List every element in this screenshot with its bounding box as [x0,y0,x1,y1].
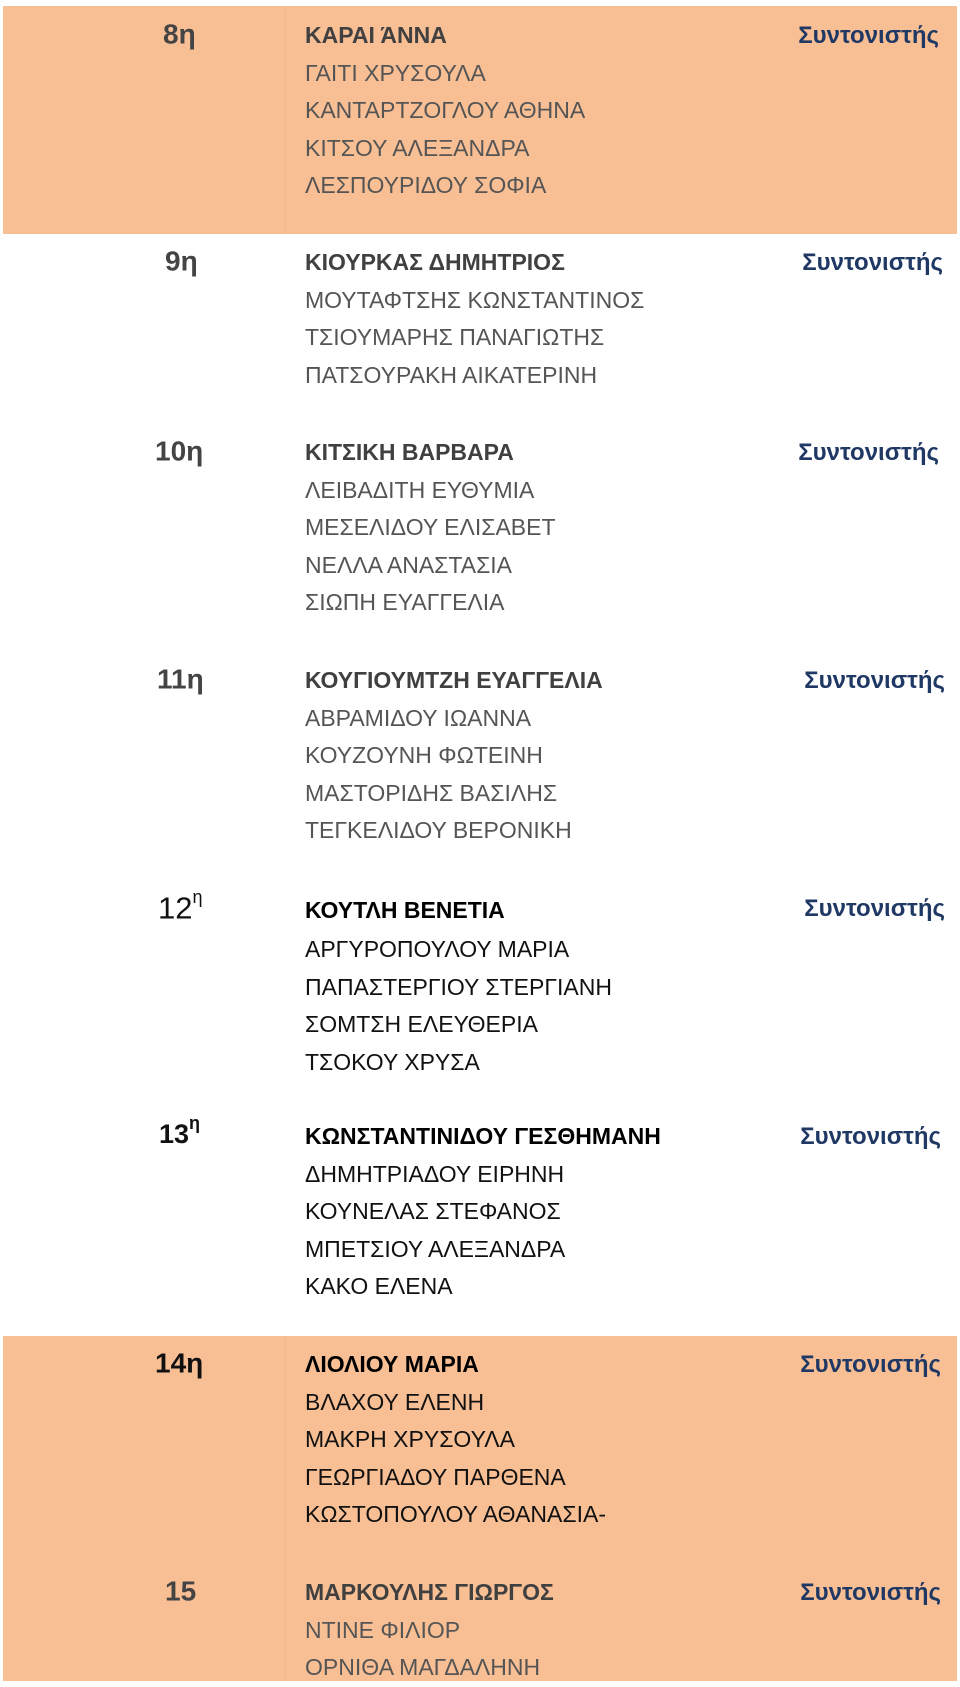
member-list [305,1574,554,1687]
member-name: ΣΙΩΠΗ ΕΥΑΓΓΕΛΙΑ [305,589,505,615]
member-name: ΑΡΓΥΡΟΠΟΥΛΟΥ ΜΑΡΙΑ [305,936,570,962]
member-name: ΜΑΚΡΗ ΧΡΥΣΟΥΛΑ [305,1426,515,1452]
coordinator-name: ΛΙΟΛΙΟΥ ΜΑΡΙΑ [305,1351,479,1377]
team-group-14 [3,1336,957,1564]
member-name: ΤΣΙΟΥΜΑΡΗΣ ΠΑΝΑΓΙΩΤΗΣ [305,324,605,350]
member-list [305,434,556,622]
member-name: ΝΕΛΛΑ ΑΝΑΣΤΑΣΙΑ [305,551,513,578]
member-name: ΜΠΕΤΣΙΟΥ ΑΛΕΞΑΝΔΡΑ [305,1235,566,1262]
team-number: 15 [165,1575,197,1607]
coordinator-name: ΚΩΝΣΤΑΝΤΙΝΙΔΟΥ ΓΕΣΘΗΜΑΝΗ [305,1123,661,1149]
member-name: ΜΟΥΤΑΦΤΣΗΣ ΚΩΝΣΤΑΝΤΙΝΟΣ [305,286,645,313]
member-name: ΜΑΣΤΟΡΙΔΗΣ ΒΑΣΙΛΗΣ [305,779,558,806]
member-name: ΛΕΙΒΑΔΙΤΗ ΕΥΘΥΜΙΑ [305,476,535,503]
team-number: 9η [165,245,198,277]
member-list [305,244,644,394]
role-label: Συντονιστής [800,1579,941,1606]
coordinator-name: ΚΟΥΓΙΟΥΜΤΖΗ ΕΥΑΓΓΕΛΙΑ [305,667,603,693]
role-label: Συντονιστής [798,22,939,49]
member-name: ΓΕΩΡΓΙΑΔΟΥ ΠΑΡΘΕΝΑ [305,1463,566,1490]
team-group-15 [3,1564,957,1681]
member-list [305,17,585,205]
member-name: ΚΟΥΝΕΛΑΣ ΣΤΕΦΑΝΟΣ [305,1198,561,1224]
team-group-13 [3,1108,957,1336]
member-name: ΑΒΡΑΜΙΔΟΥ ΙΩΑΝΝΑ [305,704,532,731]
member-name: ΓΑΙΤΙ ΧΡΥΣΟΥΛΑ [305,59,486,86]
coordinator-name: ΚΙΟΥΡΚΑΣ ΔΗΜΗΤΡΙΟΣ [305,249,565,275]
member-name: ΝΤΙΝΕ ΦΙΛΙΟΡ [305,1616,461,1643]
team-number: 8η [163,18,196,50]
role-label: Συντονιστής [804,895,945,922]
member-name: ΤΕΓΚΕΛΙΔΟΥ ΒΕΡΟΝΙΚΗ [305,817,572,843]
member-name: ΛΕΣΠΟΥΡΙΔΟΥ ΣΟΦΙΑ [305,172,547,198]
role-label: Συντονιστής [800,1123,941,1150]
coordinator-name: ΚΟΥΤΛΗ ΒΕΝΕΤΙΑ [305,897,505,923]
coordinator-name: ΜΑΡΚΟΥΛΗΣ ΓΙΩΡΓΟΣ [305,1579,554,1605]
role-label: Συντονιστής [798,439,939,466]
role-label: Συντονιστής [800,1351,941,1378]
team-number: 14η [155,1347,204,1379]
member-name: ΣΟΜΤΣΗ ΕΛΕΥΘΕΡΙΑ [305,1011,538,1037]
member-name: ΠΑΠΑΣΤΕΡΓΙΟΥ ΣΤΕΡΓΙΑΝΗ [305,973,612,1000]
column-divider [285,6,286,234]
member-name: ΚΑΝΤΑΡΤΖΟΓΛΟΥ ΑΘΗΝΑ [305,97,586,123]
team-group-8 [3,6,957,234]
member-name: ΚΙΤΣΟΥ ΑΛΕΞΑΝΔΡΑ [305,134,530,161]
team-group-9 [3,234,957,424]
member-name: ΜΕΣΕΛΙΔΟΥ ΕΛΙΣΑΒΕΤ [305,514,556,540]
member-list [305,1346,606,1534]
team-number: 10η [155,435,204,467]
team-number: 11η [157,663,204,695]
column-divider [285,1336,286,1564]
member-name: ΒΛΑΧΟΥ ΕΛΕΝΗ [305,1388,485,1415]
member-name: ΚΩΣΤΟΠΟΥΛΟΥ ΑΘΑΝΑΣΙΑ- [305,1501,606,1527]
role-label: Συντονιστής [804,667,945,694]
member-name: ΚΟΥΖΟΥΝΗ ΦΩΤΕΙΝΗ [305,742,543,768]
member-list [305,1118,661,1306]
team-group-11 [3,652,957,880]
team-number: $13^\eta$ [159,1113,201,1149]
role-label: Συντονιστής [802,249,943,276]
member-name: ΔΗΜΗΤΡΙΑΔΟΥ ΕΙΡΗΝΗ [305,1160,565,1187]
column-divider [285,1564,286,1681]
team-group-12 [3,880,957,1108]
member-name: ΚΑΚΟ ΕΛΕΝΑ [305,1273,453,1299]
member-name: ΠΑΤΣΟΥΡΑΚΗ ΑΙΚΑΤΕΡΙΝΗ [305,361,598,388]
member-list [305,662,603,850]
team-group-10 [3,424,957,652]
team-number: $12^\eta$ [158,887,203,926]
member-name: ΟΡΝΙΘΑ ΜΑΓΔΑΛΗΝΗ [305,1654,541,1680]
member-name: ΤΣΟΚΟΥ ΧΡΥΣΑ [305,1048,480,1075]
coordinator-name: ΚΙΤΣΙΚΗ ΒΑΡΒΑΡΑ [305,439,514,465]
coordinator-name: ΚΑΡΑΙ ΆΝΝΑ [305,22,447,48]
member-list [305,890,612,1081]
